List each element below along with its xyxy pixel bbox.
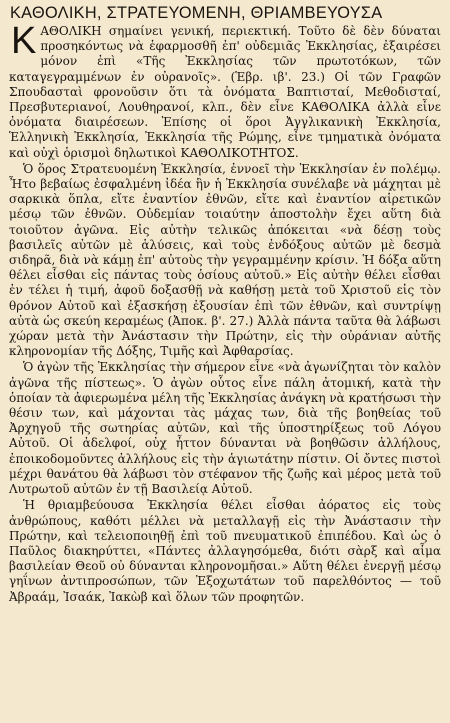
paragraph-1: [9, 20, 441, 161]
paragraph-2: Ὁ ὅρος Στρατευομένη Ἐκκλησία, ἐννοεῖ τὴν Ἐκκλησίαν ἐν πολέμῳ. Ἦτο βεβαίως ἐσφαλμένη ἰδέα ἣν ἡ Ἐκκλησία συνέλαβε νὰ μάχηται μὲ σαρκικὰ ὅπλα, εἴτε ἐναντίον ἐθνῶν, εἴτε καὶ ἐναντίον αἱρετικῶν μέσῳ τῶν ἐθνῶν. Οὐδεμίαν τοιαύτην ἀποστολὴν ἔχει αὕτη διὰ τοιοῦτον ἀγῶνα. Εἰς αὐτὴν τελικῶς ἀπόκειται «νὰ δέσῃ τοὺς βασιλεῖς αὐτῶν μὲ ἁλύσεις, καὶ τοὺς ἐνδόξους αὐτῶν μὲ δεσμὰ σιδηρᾶ, διὰ νὰ κάμῃ ἐπ' αὐτοὺς τὴν γεγραμμένην κρίσιν. Ἡ δόξα αὕτη θέλει εἶσθαι εἰς πάντας τοὺς ὁσίους αὐτοῦ.» Εἰς αὐτὴν θέλει εἶσθαι ἐν τέλει ἡ τιμή, ἀφοῦ δοξασθῇ νὰ καθήσῃ μετὰ τοῦ Χριστοῦ εἰς τὸν θρόνον Αὐτοῦ καὶ ἐξασκήσῃ ἐξουσίαν ἐπὶ τῶν ἐθνῶν, καὶ συντρίψῃ αὐτὰ ὡς σκεύη κεραμέως (Ἀποκ. β'. 27.) Ἀλλὰ πάντα ταῦτα θὰ λάβωσι χώραν μετὰ τὴν Ἀνάστασιν τὴν Πρώτην, εἰς τὴν οὐράνιαν αὐτῆς κληρονομίαν τῆς Δόξης, Τιμῆς καὶ Ἀφθαρσίας.: [9, 161, 441, 359]
drop-cap: Κ: [11, 20, 37, 62]
paragraph-3: Ὁ ἀγὼν τῆς Ἐκκλησίας τὴν σήμερον εἶνε «νὰ ἀγωνίζηται τὸν καλὸν ἀγῶνα τῆς πίστεως». Ὁ ἀγὼν οὗτος εἶνε πάλη ἀτομική, κατὰ τὴν ὁποίαν τὰ ἀφιερωμένα μέλη τῆς Ἐκκλησίας ἀνάγκη νὰ κρατήσωσι τὴν θέσιν των, καὶ μάχονται τὰς μάχας των, διὰ τῆς βοηθείας τοῦ Ἀρχηγοῦ τῆς σωτηρίας αὐτῶν, καὶ τῆς ὑποστηρίξεως τοῦ Λόγου Αὐτοῦ. Οἱ ἀδελφοί, οὐχ ἧττον δύνανται νὰ βοηθῶσιν ἀλλήλους, ἐποικοδομοῦντες ἀλλήλους εἰς τὴν ἁγιωτάτην πίστιν. Οἱ ὄντες πιστοὶ μέχρι θανάτου θὰ λάβωσι τὸν στέφανον τῆς ζωῆς καὶ μέρος μετὰ τοῦ Λυτρωτοῦ αὐτῶν ἐν τῇ Βασιλείᾳ Αὐτοῦ.: [9, 360, 441, 497]
document-title: ΚΑΘΟΛΙΚΗ, ΣΤΡΑΤΕΥΟΜΕΝΗ, ΘΡΙΑΜΒΕΥΟΥΣΑ: [10, 3, 383, 22]
paragraph-1-text: ΑΘΟΛΙΚΗ σημαίνει γενική, περιεκτική. Τοῦτο δὲ δὲν δύναται προσηκόντως νὰ ἐφαρμοσθῆ ἐπ' οὐδεμιᾶς Ἐκκλησίας, ἐξαιρέσει μόνον ἐπὶ «Τῆς Ἐκκλησίας τῶν πρωτοτόκων, τῶν καταγεγραμμένων ἐν οὐρανοῖς». (Ἑβρ. ιβ'. 23.) Οἱ τῶν Γραφῶν Σπουδασταὶ φρονοῦσιν ὅτι τὰ ὀνόματα Βαπτισταί, Μεθοδισταί, Πρεσβυτεριανοί, Λουθηρανοί, κλπ., δὲν εἶνε ΚΑΘΟΛΙΚΑ ἀλλὰ εἶνε ὀνόματα διαιρέσεων. Ἐπίσης οἱ ὅροι Ἀγγλικανικὴ Ἐκκλησία, Ἑλληνικὴ Ἐκκλησία, Ἐκκλησία τῆς Ρώμης, εἶνε τμηματικὰ ὀνόματα καὶ οὐχὶ ὁρισμοὶ δηλωτικοὶ ΚΑΘΟΛΙΚΟΤΗΤΟΣ.: [9, 24, 441, 160]
paragraph-4: Ἡ θριαμβεύουσα Ἐκκλησία θέλει εἶσθαι ἀόρατος εἰς τοὺς ἀνθρώπους, καθότι μέλλει νὰ μεταλλαγῇ εἰς τὴν Ἀνάστασιν τὴν Πρώτην, καὶ τελειοποιηθῇ ἐπὶ τοῦ πνευματικοῦ ἐπιπέδου. Καὶ ὡς ὁ Παῦλος διακηρύττει, «Πάντες ἀλλαγησόμεθα, διότι σὰρξ καὶ αἷμα βασιλείαν Θεοῦ οὐ δύνανται κληρονομῆσαι.» Αὕτη θέλει ἐνεργῇ μέσῳ γηΐνων ἀντιπροσώπων, τῶν Ἐξοχωτάτων τοῦ παρελθόντος — τοῦ Ἀβραάμ, Ἰσαάκ, Ἰακὼβ καὶ ὅλων τῶν προφητῶν.: [9, 498, 441, 604]
